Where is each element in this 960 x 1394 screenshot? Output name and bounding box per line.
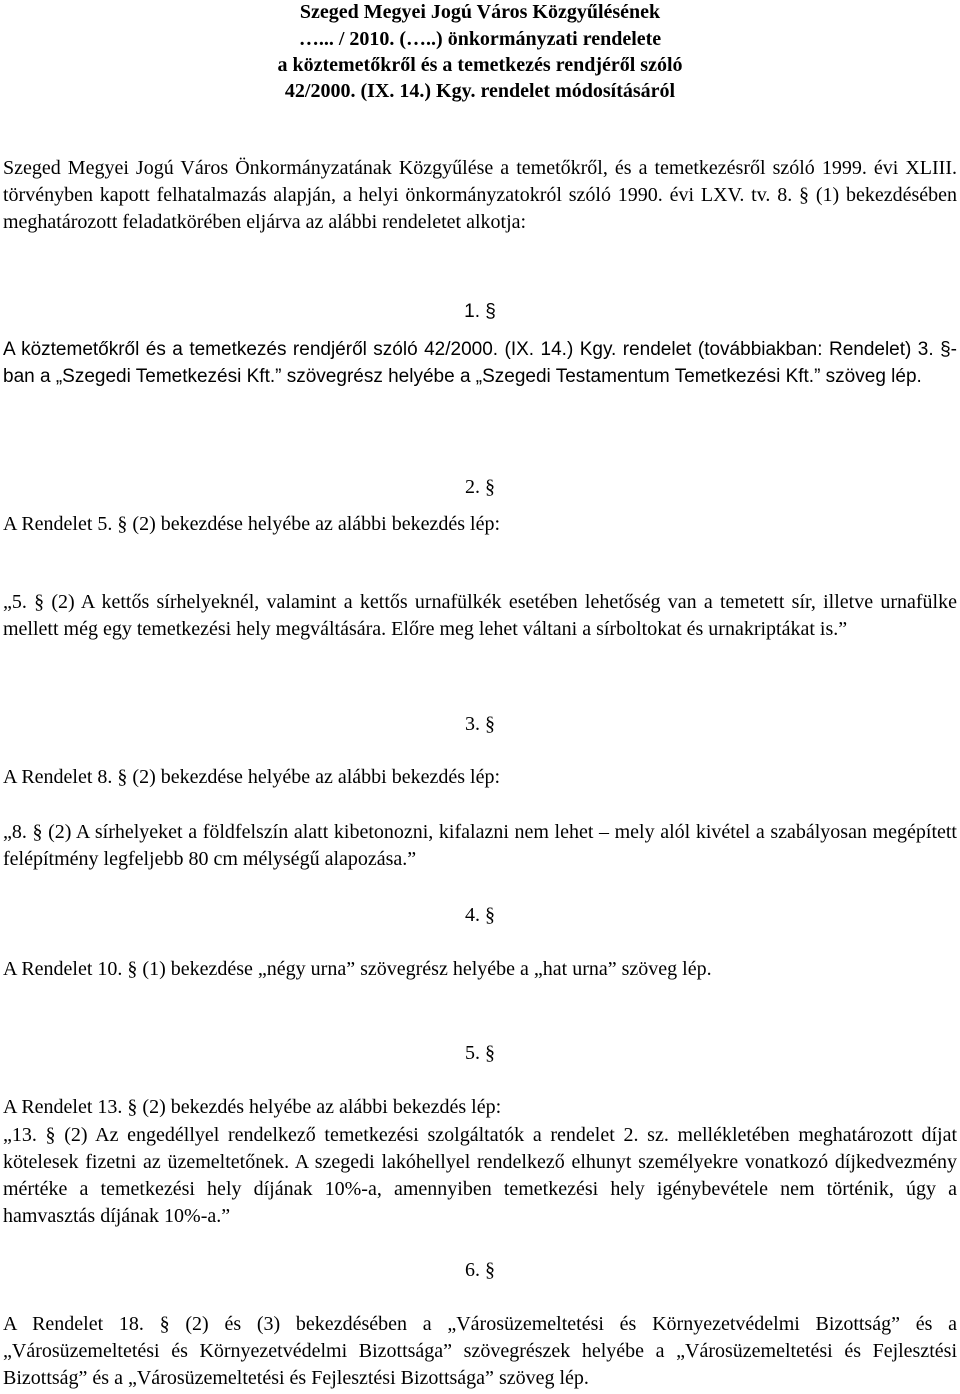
preamble: Szeged Megyei Jogú Város Önkormányzatának Közgyűlése a temetőkről, és a temetkezésről szóló 1999. évi XLIII. törvényben kapott felhatalmazás alapján, a helyi önkormányzatokról szóló 1990. évi LXV. tv. 8. § (1) bekezdésében meghatározott feladatkörében eljárva az alábbi rendeletet alkotja: xyxy=(3,157,957,233)
section-3-number: 3. § xyxy=(465,713,495,735)
title-line-3: a köztemetőkről és a temetkezés rendjéről szóló xyxy=(277,54,683,76)
section-3-text: A Rendelet 8. § (2) bekezdése helyébe az alábbi bekezdés lép: xyxy=(3,766,501,788)
title-line-2: …... / 2010. (…..) önkormányzati rendelete xyxy=(298,28,662,50)
section-6-number: 6. § xyxy=(465,1259,495,1281)
section-5-quote: „13. § (2) Az engedéllyel rendelkező temetkezési szolgáltatók a rendelet 2. sz. mellékletében meghatározott díjat kötelesek fizetni az üzemeltetőnek. A szegedi lakóhellyel rendelkező elhunyt személyekre vonatkozó díjkedvezmény mértéke a temetkezési hely díjának 10%-a, amennyiben temetkezési hely igénybevétele nem történik, úgy a hamvasztás díjának 10%-a.” xyxy=(3,1124,957,1227)
section-2-number: 2. § xyxy=(465,476,495,498)
section-1-text: A köztemetőkről és a temetkezés rendjéről szóló 42/2000. (IX. 14.) Kgy. rendelet (továbbiakban: Rendelet) 3. §-ban a „Szegedi Temetkezési Kft.” szövegrész helyébe a „Szegedi Testamentum Temetkezési Kft.” szöveg lép. xyxy=(3,339,957,387)
section-2-text: A Rendelet 5. § (2) bekezdése helyébe az alábbi bekezdés lép: xyxy=(3,513,501,535)
section-2-quote: „5. § (2) A kettős sírhelyeknél, valamint a kettős urnafülkék esetében lehetőség van a temetett sír, illetve urnafülke mellett még egy temetkezési hely megváltására. Előre meg lehet váltani a sírboltokat és urnakriptákat is.” xyxy=(3,591,957,640)
title-line-1: Szeged Megyei Jogú Város Közgyűlésének xyxy=(299,1,661,23)
section-5-number: 5. § xyxy=(465,1042,495,1064)
section-5-text: A Rendelet 13. § (2) bekezdés helyébe az alábbi bekezdés lép: xyxy=(3,1096,502,1118)
title-line-4: 42/2000. (IX. 14.) Kgy. rendelet módosításáról xyxy=(284,80,676,102)
section-1-number: 1. § xyxy=(464,301,496,322)
section-3-quote: „8. § (2) A sírhelyeket a földfelszín alatt kibetonozni, kifalazni nem lehet – mely alól kivétel a szabályosan megépített felépítmény legfeljebb 80 cm mélységű alapozása.” xyxy=(3,821,957,870)
section-4-number: 4. § xyxy=(465,904,495,926)
section-6-text: A Rendelet 18. § (2) és (3) bekezdésében a „Városüzemeltetési és Környezetvédelmi Bizottság” és a „Városüzemeltetési és Környezetvédelmi Bizottsága” szövegrészek helyébe a „Városüzemeltetési és Fejlesztési Bizottság” és a „Városüzemeltetési és Fejlesztési Bizottsága” szöveg lép. xyxy=(3,1313,957,1389)
section-4-text: A Rendelet 10. § (1) bekezdése „négy urna” szövegrész helyébe a „hat urna” szöveg lép. xyxy=(3,958,712,980)
